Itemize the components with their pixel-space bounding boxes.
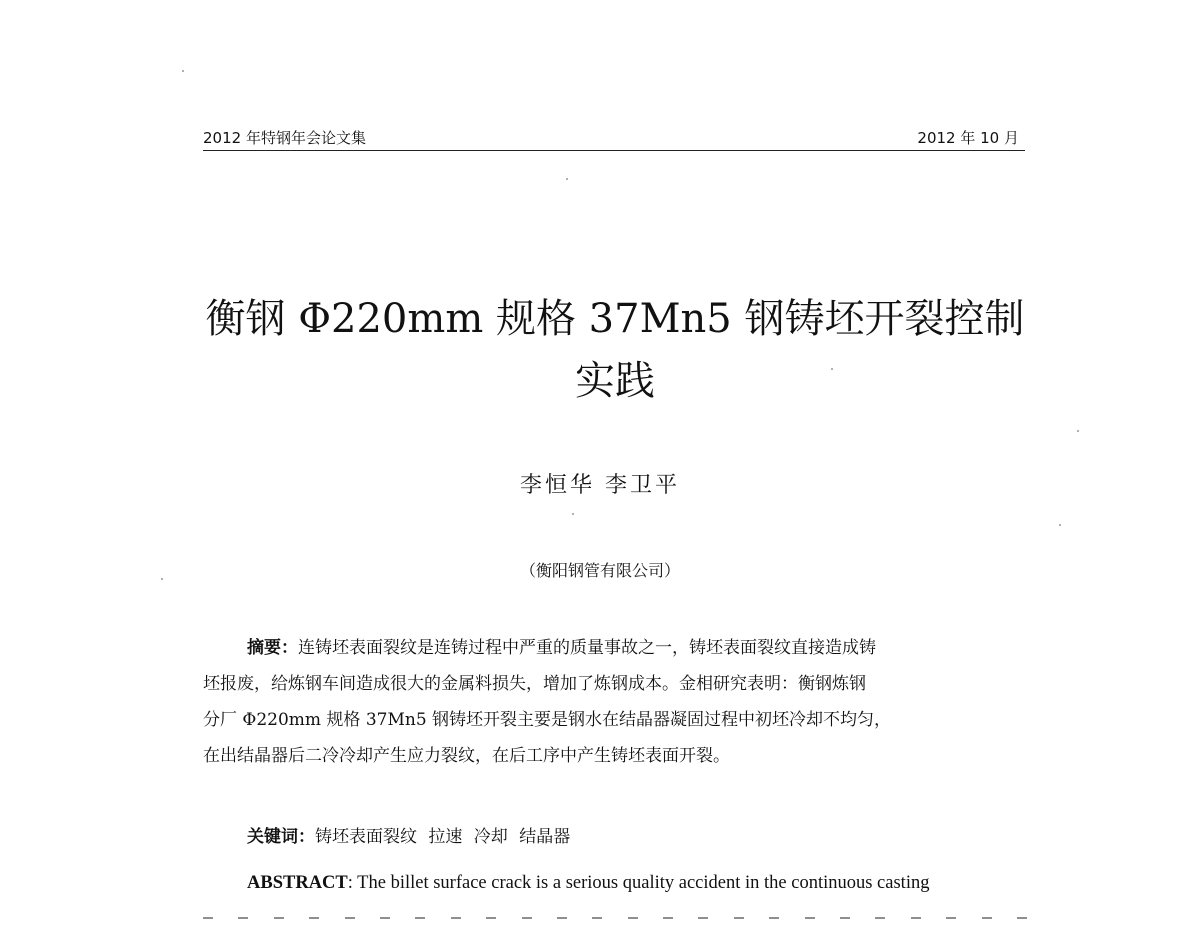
keywords-text: 铸坯表面裂纹 拉速 冷却 结晶器: [315, 827, 571, 847]
abstract-line-1-text: 连铸坯表面裂纹是连铸过程中严重的质量事故之一，铸坯表面裂纹直接造成铸: [298, 638, 876, 658]
header-proceedings-title: 2012 年特钢年会论文集: [203, 129, 366, 147]
english-abstract: [247, 873, 1037, 894]
paper-title-line2: 实践: [575, 358, 655, 404]
scan-speck: [831, 368, 833, 370]
english-abstract-label: ABSTRACT: [247, 873, 348, 893]
keywords-label: 关键词：: [247, 827, 315, 847]
english-abstract-text: : The billet surface crack is a serious quality accident in the continuous casting: [347, 873, 930, 893]
paper-affiliation: （衡阳钢管有限公司）: [519, 561, 680, 580]
scan-speck: [182, 70, 184, 72]
header-date: 2012 年 10 月: [917, 129, 1019, 147]
cropped-next-line: [203, 913, 1027, 925]
paper-authors: 李恒华 李卫平: [520, 473, 680, 498]
abstract-line-3: 分厂 Φ220mm 规格 37Mn5 钢铸坯开裂主要是钢水在结晶器凝固过程中初坯冷却不均匀，: [203, 710, 892, 730]
scan-speck: [1059, 524, 1061, 526]
abstract-line-4: 在出结晶器后二冷冷却产生应力裂纹，在后工序中产生铸坯表面开裂。: [203, 746, 730, 766]
scan-speck: [1077, 430, 1079, 432]
scan-speck: [161, 578, 163, 580]
running-header: [203, 124, 1025, 151]
paper-title-line1: 衡钢 Φ220mm 规格 37Mn5 钢铸坯开裂控制: [205, 296, 1025, 342]
scan-speck: [566, 178, 568, 180]
scan-speck: [572, 513, 574, 515]
keywords: [247, 822, 570, 847]
paper-title: [180, 288, 1050, 412]
abstract-line-1: [203, 630, 1027, 666]
chinese-abstract: [203, 630, 1027, 774]
abstract-line-2: 坯报废，给炼钢车间造成很大的金属料损失，增加了炼钢成本。金相研究表明：衡钢炼钢: [203, 674, 866, 694]
abstract-label: 摘要：: [247, 638, 298, 658]
